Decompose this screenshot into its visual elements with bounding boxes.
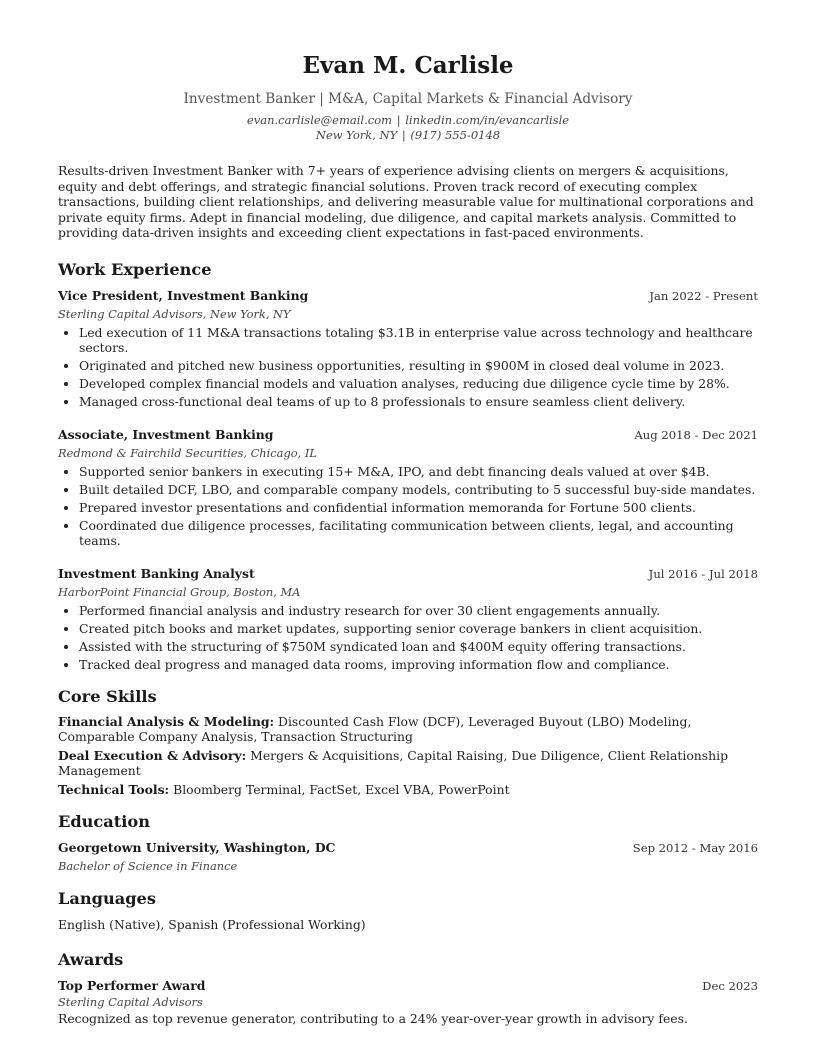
skill-values: Bloomberg Terminal, FactSet, Excel VBA, PowerPoint [173,782,510,797]
skill-category: Deal Execution & Advisory: [58,748,247,763]
contact-separator: | [396,113,401,127]
job-entry [58,288,758,410]
resume-header [0,0,816,143]
job-bullet: • Developed complex financial models and valuation analyses, reducing due diligence cycle time by 28%. [79,376,758,391]
job-company: HarborPoint Financial Group, Boston, MA [58,584,301,599]
job-bullet: • Originated and pitched new business opportunities, resulting in $900M in closed deal volume in 2023. [79,358,758,373]
job-title: Associate, Investment Banking [58,426,274,442]
award-date: Dec 2023 [702,979,758,994]
awards-section [58,950,758,1027]
award-header [58,978,758,993]
job-bullet: • Coordinated due diligence processes, facilitating communication between clients, legal, and accounting teams. [79,518,758,549]
candidate-name: Evan M. Carlisle [302,52,514,79]
job-bullet: • Created pitch books and market updates, supporting senior coverage bankers in client acquisition. [79,621,758,636]
job-bullet: • Led execution of 11 M&A transactions totaling $3.1B in enterprise value across technology and healthcare sectors. [79,325,758,356]
job-bullet: • Built detailed DCF, LBO, and comparable company models, contributing to 5 successful buy-side mandates. [79,482,758,497]
job-dates: Aug 2018 - Dec 2021 [634,427,758,442]
section-title-awards: Awards [58,950,124,970]
job-bullet: • Managed cross-functional deal teams of up to 8 professionals to ensure seamless client delivery. [79,394,758,409]
section-title-education: Education [58,812,150,832]
email-link[interactable]: evan.carlisle@email.com [246,113,393,127]
education-section [58,812,758,873]
skill-values: Discounted Cash Flow (DCF), Leveraged Buyout (LBO) Modeling, Comparable Company Analysis, Transaction Structuring [58,714,692,745]
contact-separator: | [401,128,406,142]
languages-section [58,889,758,933]
award-org: Sterling Capital Advisors [58,995,203,1010]
job-dates: Jul 2016 - Jul 2018 [648,566,758,581]
contact-line-1 [0,113,816,128]
award-name: Top Performer Award [58,978,206,994]
education-dates: Sep 2012 - May 2016 [632,841,758,856]
summary-paragraph: Results-driven Investment Banker with 7+ years of experience advising clients on mergers & acquisitions, equity and debt offerings, and strategic financial solutions. Proven track record of executing complex transactions, building client relationships, and delivering measurable value for multinational corporations and private equity firms. Adept in financial modeling, due diligence, and capital markets analysis. Committed to providing data-driven insights and exceeding client expectations in fast-paced environments. [58,163,754,241]
linkedin-link[interactable]: linkedin.com/in/evancarlisle [405,113,570,127]
skill-category: Technical Tools: [58,782,170,797]
job-dates: Jan 2022 - Present [649,288,758,303]
languages-text: English (Native), Spanish (Professional Working) [58,917,366,933]
skill-category: Financial Analysis & Modeling: [58,714,275,729]
job-entry [58,566,758,672]
skill-values: Mergers & Acquisitions, Capital Raising, Due Diligence, Client Relationship Management [58,748,729,779]
section-title-languages: Languages [58,889,156,909]
job-bullets [58,325,758,410]
award-entry [58,978,758,1027]
job-bullet: • Assisted with the structuring of $750M syndicated loan and $400M equity offering transactions. [79,639,758,654]
phone: (917) 555-0148 [410,128,501,142]
resume-body [58,163,758,1027]
job-title: Vice President, Investment Banking [58,287,309,303]
core-skills-section [58,687,758,797]
job-bullet: • Tracked deal progress and managed data rooms, improving information flow and compliance. [79,657,758,672]
section-title-work-experience: Work Experience [58,259,212,279]
skill-row [58,782,758,797]
job-header [58,566,758,581]
job-company: Sterling Capital Advisors, New York, NY [58,306,291,321]
award-description: Recognized as top revenue generator, contributing to a 24% year-over-year growth in advisory fees. [58,1011,688,1027]
degree: Bachelor of Science in Finance [58,859,238,874]
section-title-core-skills: Core Skills [58,687,157,706]
job-header [58,288,758,303]
education-header [58,840,758,855]
school-name: Georgetown University, Washington, DC [58,840,336,856]
job-bullets [58,603,758,672]
job-company: Redmond & Fairchild Securities, Chicago, IL [58,445,317,460]
skill-row [58,748,758,779]
work-experience-section [58,260,758,672]
job-header [58,427,758,442]
skill-row [58,714,758,745]
skills-list [58,714,758,797]
job-bullet: • Supported senior bankers in executing 15+ M&A, IPO, and debt financing deals valued at over $4B. [79,464,758,479]
location: New York, NY [315,128,398,142]
job-entry [58,427,758,549]
contact-line-2 [0,128,816,143]
job-bullet: • Performed financial analysis and industry research for over 30 client engagements annually. [79,603,758,618]
headline: Investment Banker | M&A, Capital Markets & Financial Advisory [183,91,633,107]
job-bullets [58,464,758,549]
job-title: Investment Banking Analyst [58,565,255,581]
education-entry [58,840,758,873]
job-bullet: • Prepared investor presentations and confidential information memoranda for Fortune 500 clients. [79,500,758,515]
